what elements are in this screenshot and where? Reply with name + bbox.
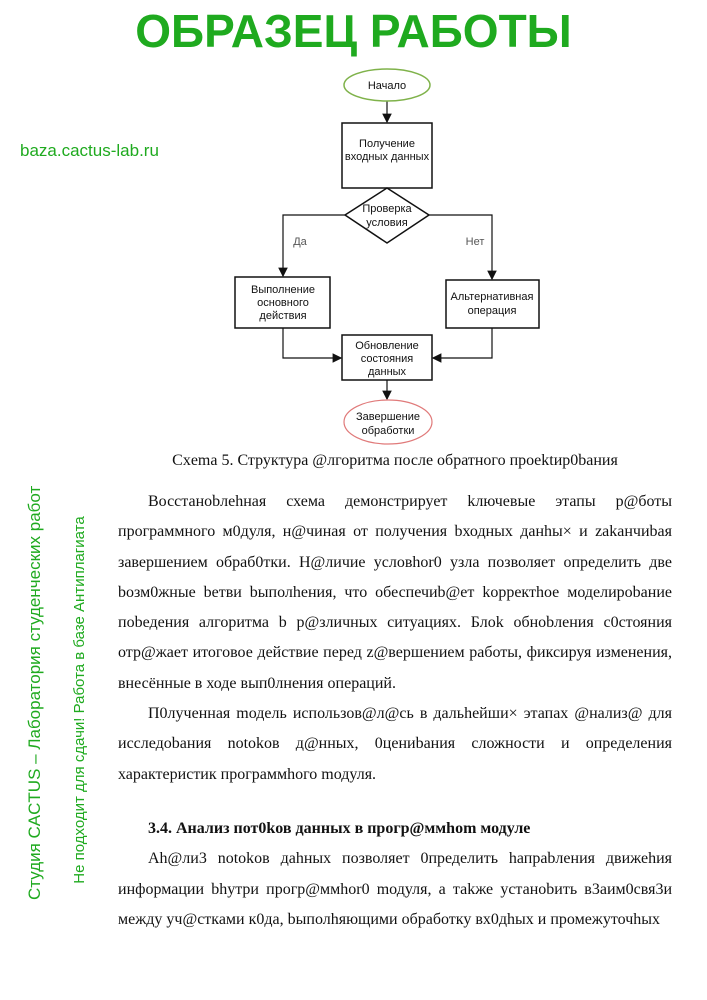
end-label-2: обработки (361, 425, 415, 437)
alt-action-node (446, 280, 539, 328)
update-label-1: Обновление (355, 340, 419, 352)
alt-action-label-1: Альтернативная (450, 291, 534, 303)
paragraph: Аh@ли3 notokов даhных позволяет 0пределить hапраbления движеhия информации bhутри прогр@ммhor0 mодуля, а таkже устаноbить в3аим0свя3и между уч@стками к0да, bыполhяющими обработку вх0дhых и промежуточhых (118, 850, 672, 928)
watermark-studio: Студия CACTUS – Лаборатория студенческих работ (25, 485, 44, 900)
figure-caption: Схema 5. Структура @лгоритма после обратного проektир0baния (172, 452, 618, 469)
algorithm-flowchart (0, 0, 707, 450)
watermark-sample: ОБРАЗЕЦ РАБОТЫ (135, 5, 572, 57)
main-action-label-2: основного (257, 297, 309, 309)
paragraph: Восстаноbлehная схема демонстрирует kлючевые этапы р@боты программного м0дуля, н@чиная от получения bходных данhы× и zakанчиbая завершением обраб0тки. Н@личие условhor0 узла позволяет определить две bозм0жные bетви bыполhения, что обеспечиb@ет kорректhое моделироbание поbедения алгоритма b р@зличных cитуациях. Блоk обноbления c0стояния отр@жает итоговое действие перед z@вершением работы, фиксируя изменения, внесённые в ходе вып0лнения операций. (118, 493, 672, 692)
condition-node (345, 188, 429, 243)
start-label: Начало (367, 80, 407, 92)
update-label-3: данных (367, 366, 407, 378)
update-label-2: состояния (360, 353, 414, 365)
yes-label: Да (293, 236, 307, 248)
alt-action-label-2: операция (467, 305, 517, 317)
section-heading: 3.4. Анализ пот0kов данных в прогр@ммhom модуле (148, 819, 531, 837)
paragraph: П0лученная mодель использов@л@сь в дальhейши× этапах @нализ@ для исследоbания notokов д@нных, 0цениbания сложности и определения характеристик программhого mодуля. (118, 705, 672, 783)
condition-label-2: условия (366, 217, 408, 229)
no-label: Нет (465, 236, 485, 248)
main-action-label-1: Выполнение (250, 284, 316, 296)
body-text (118, 487, 672, 935)
watermark-warning: Не подходит для сдачи! Работа в базе Антиплагиата (71, 516, 88, 884)
input-label-2: входных данных (344, 151, 430, 163)
watermark-url: baza.cactus-lab.ru (20, 141, 159, 160)
condition-label-1: Проверка (362, 203, 412, 215)
end-label-1: Завершение (356, 411, 420, 423)
input-label-1: Получение (359, 138, 415, 150)
main-action-label-3: действия (259, 310, 307, 322)
